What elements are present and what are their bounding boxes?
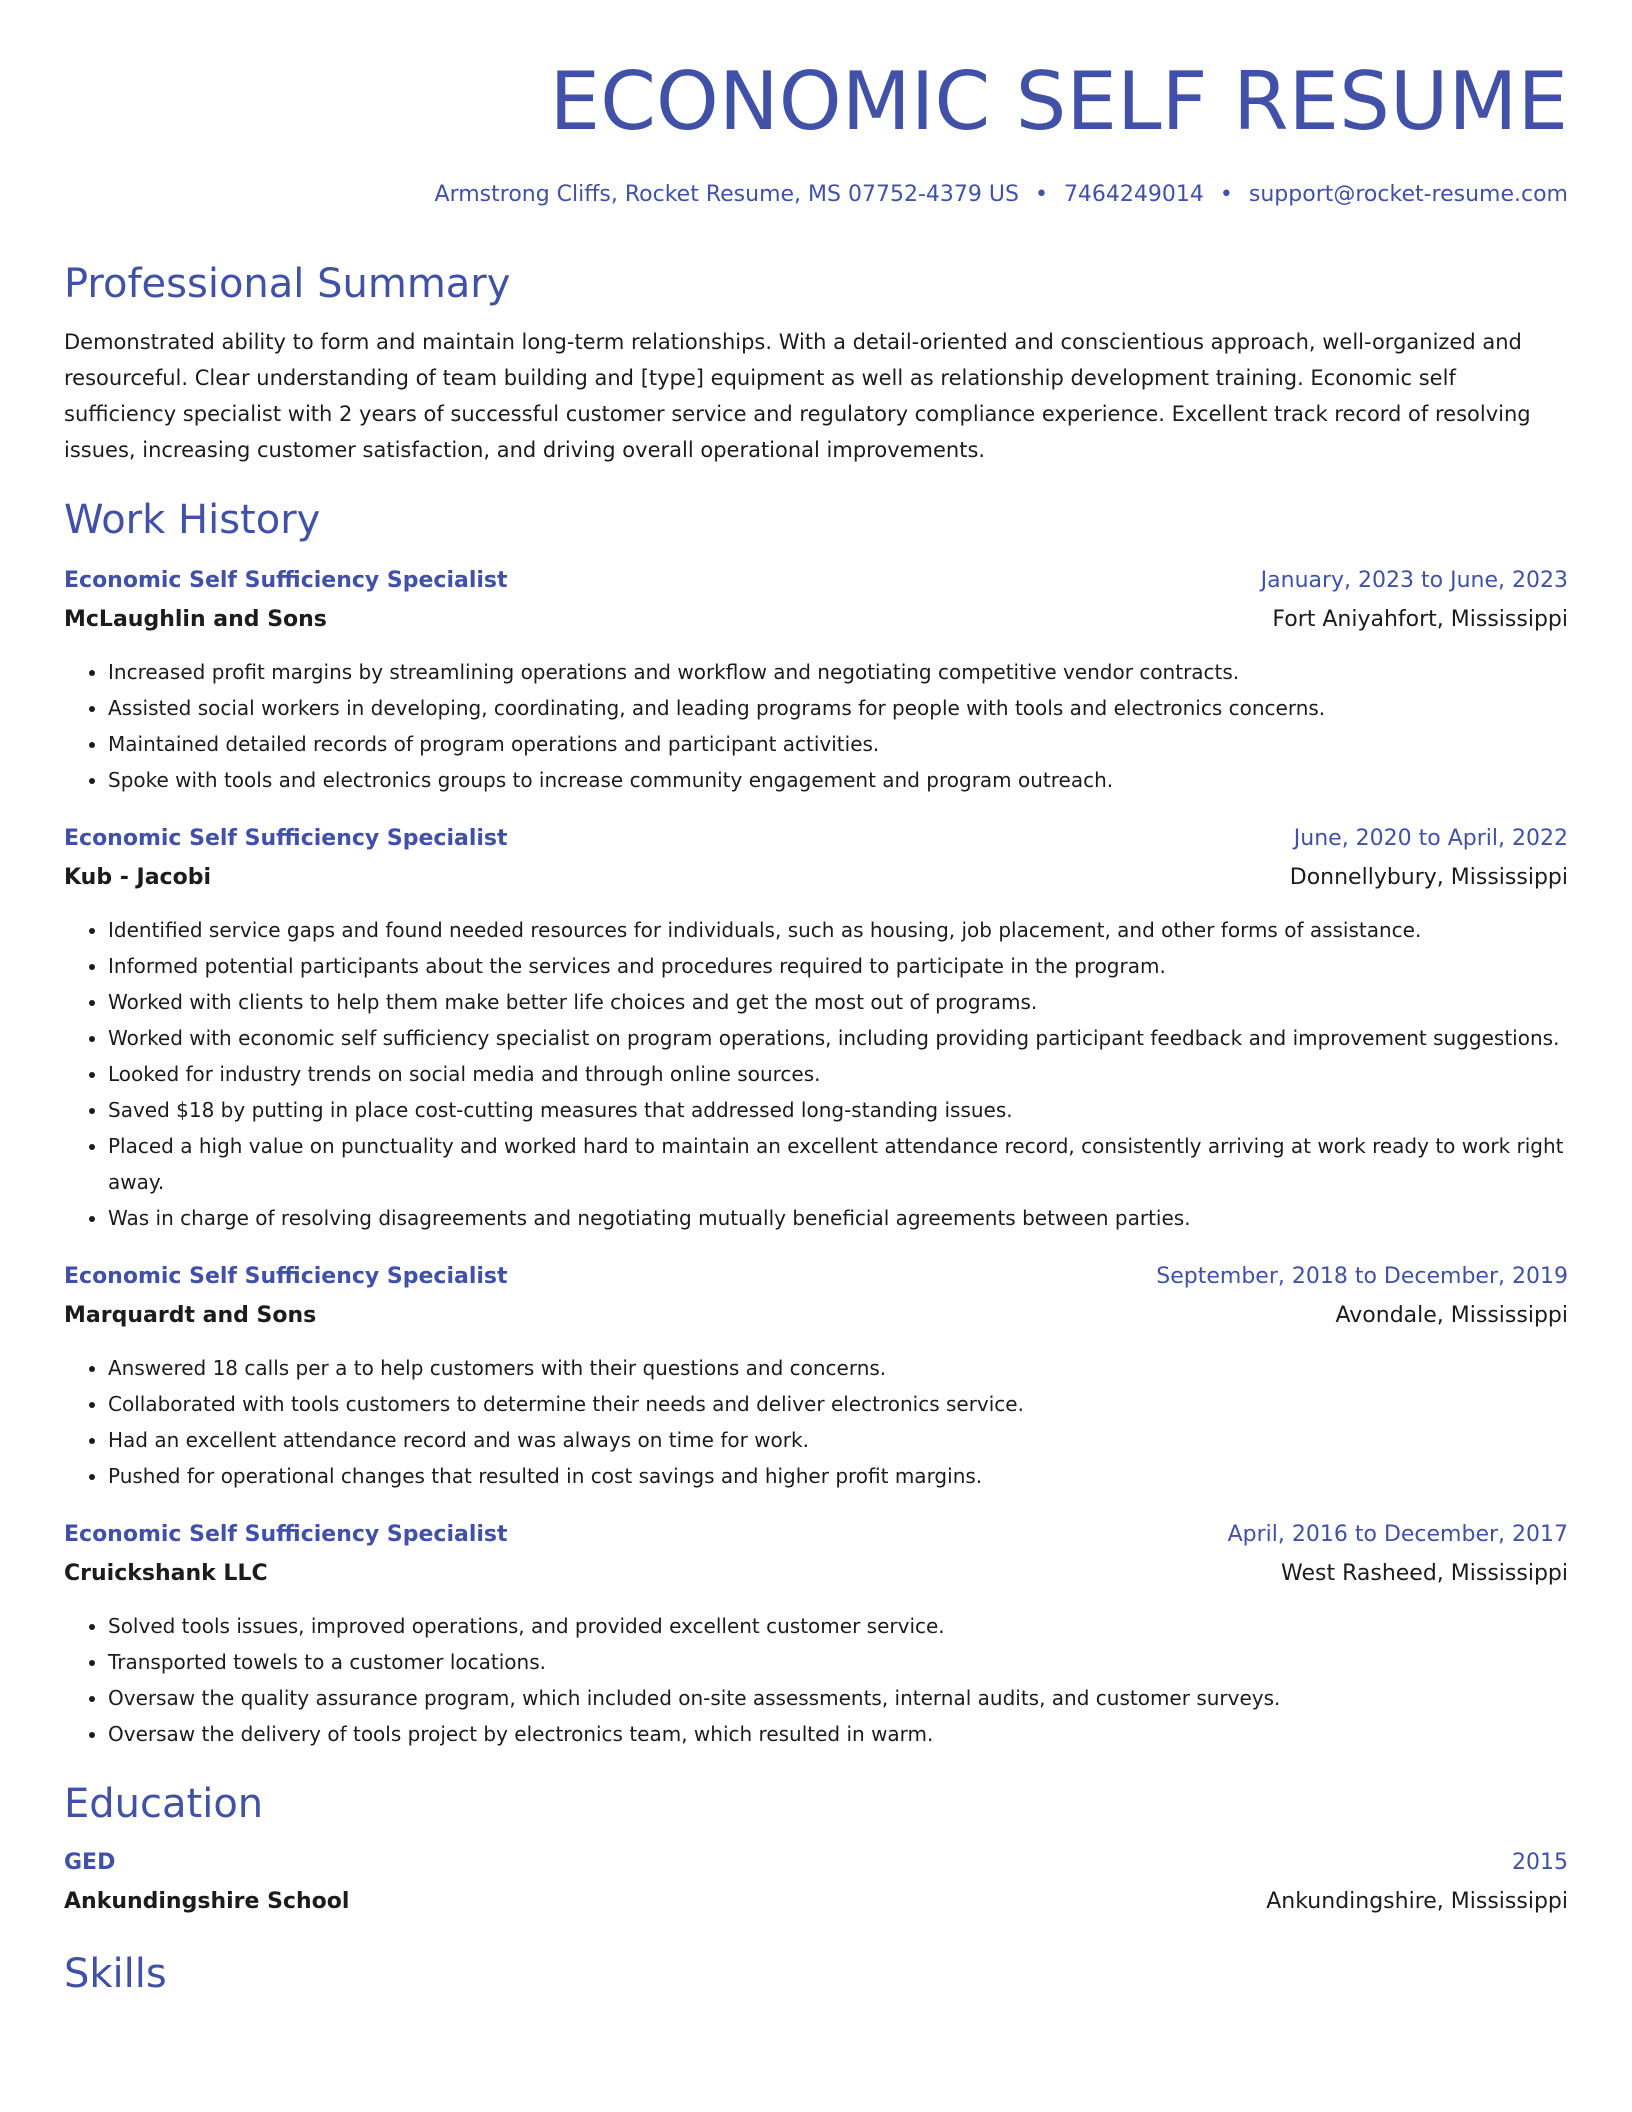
- job-location: Fort Aniyahfort, Mississippi: [1272, 607, 1568, 632]
- job-company: Kub - Jacobi: [64, 865, 211, 890]
- contact-line: [64, 180, 1568, 210]
- contact-phone: 7464249014: [1063, 182, 1204, 207]
- job-bullet: • Pushed for operational changes that resulted in cost savings and higher profit margins.: [108, 1458, 1568, 1494]
- job-bullets: [64, 912, 1568, 1236]
- contact-email: support@rocket-resume.com: [1248, 182, 1568, 207]
- job-dates: June, 2020 to April, 2022: [1293, 826, 1568, 851]
- job-title: Economic Self Sufficiency Specialist: [64, 1264, 508, 1289]
- job-company: McLaughlin and Sons: [64, 607, 327, 632]
- job-bullet: • Informed potential participants about the services and procedures required to participate in the program.: [108, 948, 1568, 984]
- job-location: Avondale, Mississippi: [1335, 1303, 1568, 1328]
- skills-heading: Skills: [64, 1951, 167, 1997]
- job-entry: [64, 1516, 1568, 1752]
- job-bullet: • Transported towels to a customer locations.: [108, 1644, 1568, 1680]
- job-bullet: • Worked with economic self sufficiency specialist on program operations, including providing participant feedback and improvement suggestions.: [108, 1020, 1568, 1056]
- summary-heading: Professional Summary: [64, 261, 511, 307]
- contact-address: Armstrong Cliffs, Rocket Resume, MS 07752-4379 US: [434, 182, 1019, 207]
- job-bullet: • Identified service gaps and found needed resources for individuals, such as housing, job placement, and other forms of assistance.: [108, 912, 1568, 948]
- job-title: Economic Self Sufficiency Specialist: [64, 1522, 508, 1547]
- job-dates: April, 2016 to December, 2017: [1227, 1522, 1568, 1547]
- education-heading: Education: [64, 1781, 264, 1827]
- job-bullet: • Collaborated with tools customers to determine their needs and deliver electronics service.: [108, 1386, 1568, 1422]
- job-bullet: • Looked for industry trends on social media and through online sources.: [108, 1056, 1568, 1092]
- job-bullets: [64, 1350, 1568, 1494]
- job-bullet: • Spoke with tools and electronics groups to increase community engagement and program outreach.: [108, 762, 1568, 798]
- job-bullet: • Assisted social workers in developing, coordinating, and leading programs for people with tools and electronics concerns.: [108, 690, 1568, 726]
- education-entry: [64, 1844, 1568, 1922]
- job-title: Economic Self Sufficiency Specialist: [64, 826, 508, 851]
- job-entry: [64, 562, 1568, 798]
- job-location: Donnellybury, Mississippi: [1289, 865, 1568, 890]
- job-dates: September, 2018 to December, 2019: [1156, 1264, 1568, 1289]
- education-location: Ankundingshire, Mississippi: [1266, 1889, 1568, 1914]
- summary-text: Demonstrated ability to form and maintain long-term relationships. With a detail-oriented and conscientious approach, well-organized and resourceful. Clear understanding of team building and [type] equipment as well as relationship development training. Economic self sufficiency specialist with 2 years of successful customer service and regulatory compliance experience. Excellent track record of resolving issues, increasing customer satisfaction, and driving overall operational improvements.: [64, 330, 1531, 462]
- job-dates: January, 2023 to June, 2023: [1260, 568, 1568, 593]
- job-location: West Rasheed, Mississippi: [1281, 1561, 1568, 1586]
- job-entry: [64, 820, 1568, 1236]
- education-year: 2015: [1512, 1850, 1568, 1875]
- education-school: Ankundingshire School: [64, 1889, 350, 1914]
- job-bullet: • Answered 18 calls per a to help customers with their questions and concerns.: [108, 1350, 1568, 1386]
- resume-page: [64, 0, 1568, 2000]
- job-bullet: • Solved tools issues, improved operations, and provided excellent customer service.: [108, 1608, 1568, 1644]
- education-degree: GED: [64, 1850, 116, 1875]
- job-bullet: • Worked with clients to help them make better life choices and get the most out of programs.: [108, 984, 1568, 1020]
- job-entry: [64, 1258, 1568, 1494]
- job-bullet: • Had an excellent attendance record and was always on time for work.: [108, 1422, 1568, 1458]
- job-bullet: • Maintained detailed records of program operations and participant activities.: [108, 726, 1568, 762]
- job-company: Marquardt and Sons: [64, 1303, 317, 1328]
- job-bullet: • Oversaw the delivery of tools project by electronics team, which resulted in warm.: [108, 1716, 1568, 1752]
- job-bullet: • Placed a high value on punctuality and worked hard to maintain an excellent attendance record, consistently arriving at work ready to work right away.: [108, 1128, 1568, 1200]
- resume-name: ECONOMIC SELF RESUME: [549, 55, 1568, 148]
- contact-separator: •: [1034, 182, 1048, 207]
- job-bullet: • Oversaw the quality assurance program, which included on-site assessments, internal audits, and customer surveys.: [108, 1680, 1568, 1716]
- job-bullets: [64, 654, 1568, 798]
- job-bullets: [64, 1608, 1568, 1752]
- job-bullet: • Increased profit margins by streamlining operations and workflow and negotiating competitive vendor contracts.: [108, 654, 1568, 690]
- job-bullet: • Saved $18 by putting in place cost-cutting measures that addressed long-standing issues.: [108, 1092, 1568, 1128]
- job-company: Cruickshank LLC: [64, 1561, 268, 1586]
- work-history-heading: Work History: [64, 497, 321, 543]
- job-title: Economic Self Sufficiency Specialist: [64, 568, 508, 593]
- job-bullet: • Was in charge of resolving disagreements and negotiating mutually beneficial agreements between parties.: [108, 1200, 1568, 1236]
- contact-separator: •: [1219, 182, 1233, 207]
